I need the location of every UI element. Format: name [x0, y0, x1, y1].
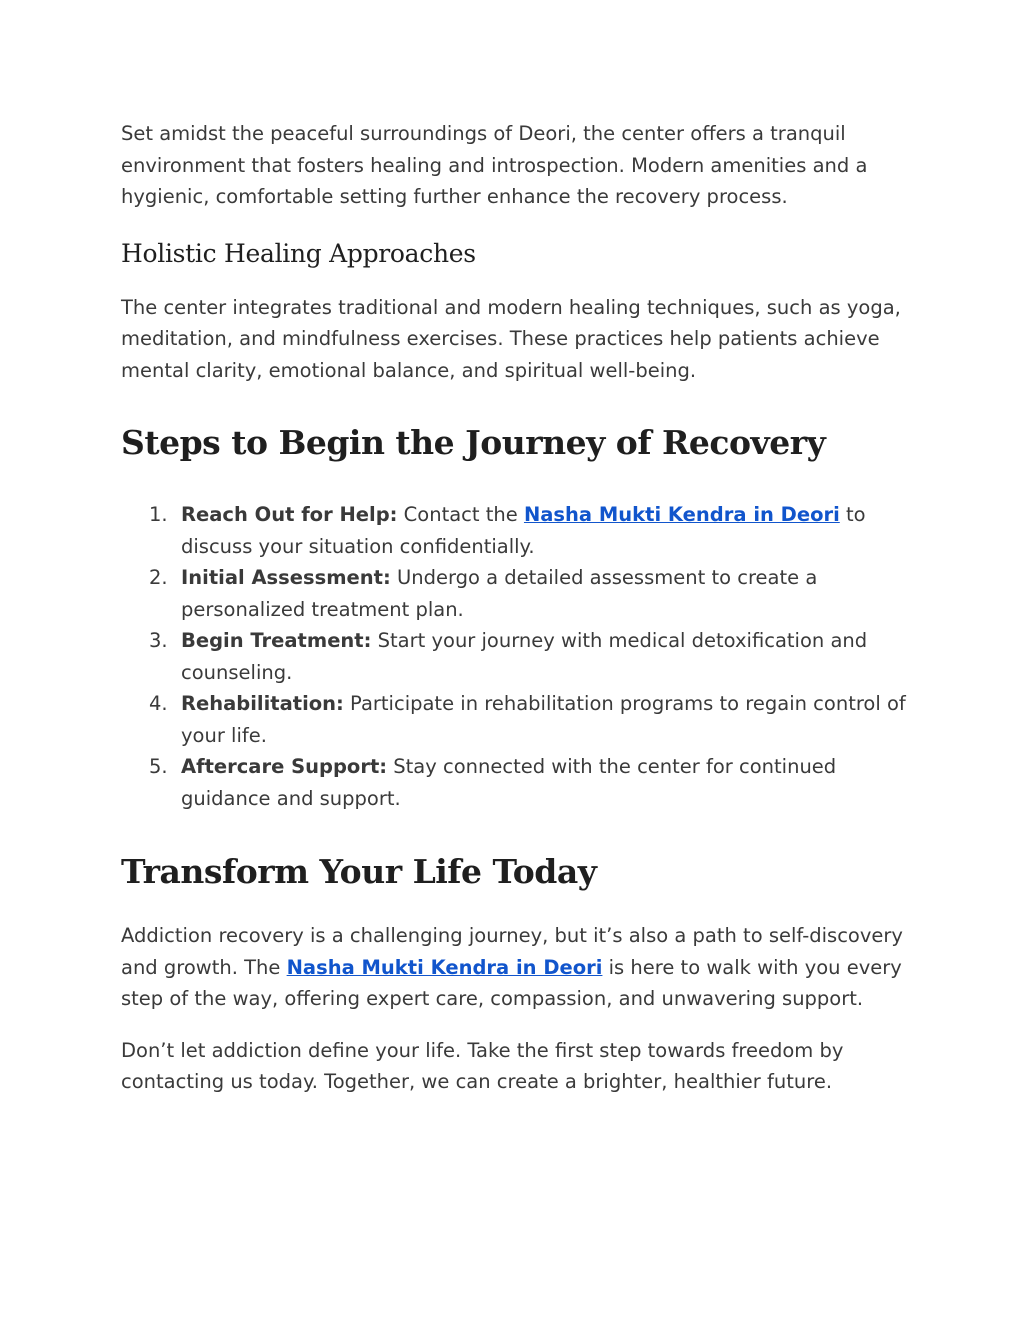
step-title: Reach Out for Help: — [181, 503, 398, 526]
holistic-paragraph: The center integrates traditional and modern healing techniques, such as yoga, meditation, and mindfulness exercises. These practices help patients achieve mental clarity, emotional balance, and spiritual well-being. — [121, 295, 901, 382]
step-number: 2. — [149, 566, 168, 589]
intro-paragraph: Set amidst the peaceful surroundings of Deori, the center offers a tranquil environment that fosters healing and introspection. Modern amenities and a hygienic, comfortable setting further enhance the recovery process. — [121, 122, 868, 208]
step-number: 5. — [149, 755, 168, 778]
nasha-mukti-link[interactable]: Nasha Mukti Kendra in Deori — [286, 955, 603, 979]
holistic-heading: Holistic Healing Approaches — [121, 238, 476, 268]
paragraph-text: is here to walk with you every step of the way, offering expert care, compassion, and unwavering support. — [121, 955, 902, 1010]
step-text: Contact the — [397, 503, 524, 526]
step-item-1 — [121, 499, 921, 562]
step-title: Aftercare Support: — [181, 755, 388, 778]
steps-heading: Steps to Begin the Journey of Recovery — [121, 423, 826, 462]
step-item-4 — [121, 688, 921, 751]
step-title: Initial Assessment: — [181, 566, 391, 589]
step-number: 3. — [149, 629, 168, 652]
step-text: Stay connected with the center for continued guidance and support. — [181, 755, 837, 810]
transform-paragraph-1 — [121, 920, 921, 1015]
step-text: Undergo a detailed assessment to create a personalized treatment plan. — [181, 566, 818, 621]
step-title: Begin Treatment: — [181, 629, 372, 652]
step-item-2 — [121, 562, 921, 625]
step-item-5 — [121, 751, 921, 814]
transform-heading: Transform Your Life Today — [121, 852, 597, 891]
document-page — [121, 118, 921, 1098]
step-text: to discuss your situation confidentially. — [181, 503, 866, 558]
steps-list — [121, 499, 921, 814]
nasha-mukti-link[interactable]: Nasha Mukti Kendra in Deori — [523, 503, 840, 526]
step-title: Rehabilitation: — [181, 692, 344, 715]
paragraph-text: Addiction recovery is a challenging journey, but it’s also a path to self-discovery and growth. The — [121, 924, 903, 979]
step-number: 4. — [149, 692, 168, 715]
transform-paragraph-2: Don’t let addiction define your life. Take the first step towards freedom by contacting us today. Together, we can create a brighter, healthier future. — [121, 1038, 844, 1093]
step-text: Start your journey with medical detoxification and counseling. — [181, 629, 868, 684]
step-item-3 — [121, 625, 921, 688]
step-text: Participate in rehabilitation programs to regain control of your life. — [181, 692, 906, 747]
step-number: 1. — [149, 503, 168, 526]
